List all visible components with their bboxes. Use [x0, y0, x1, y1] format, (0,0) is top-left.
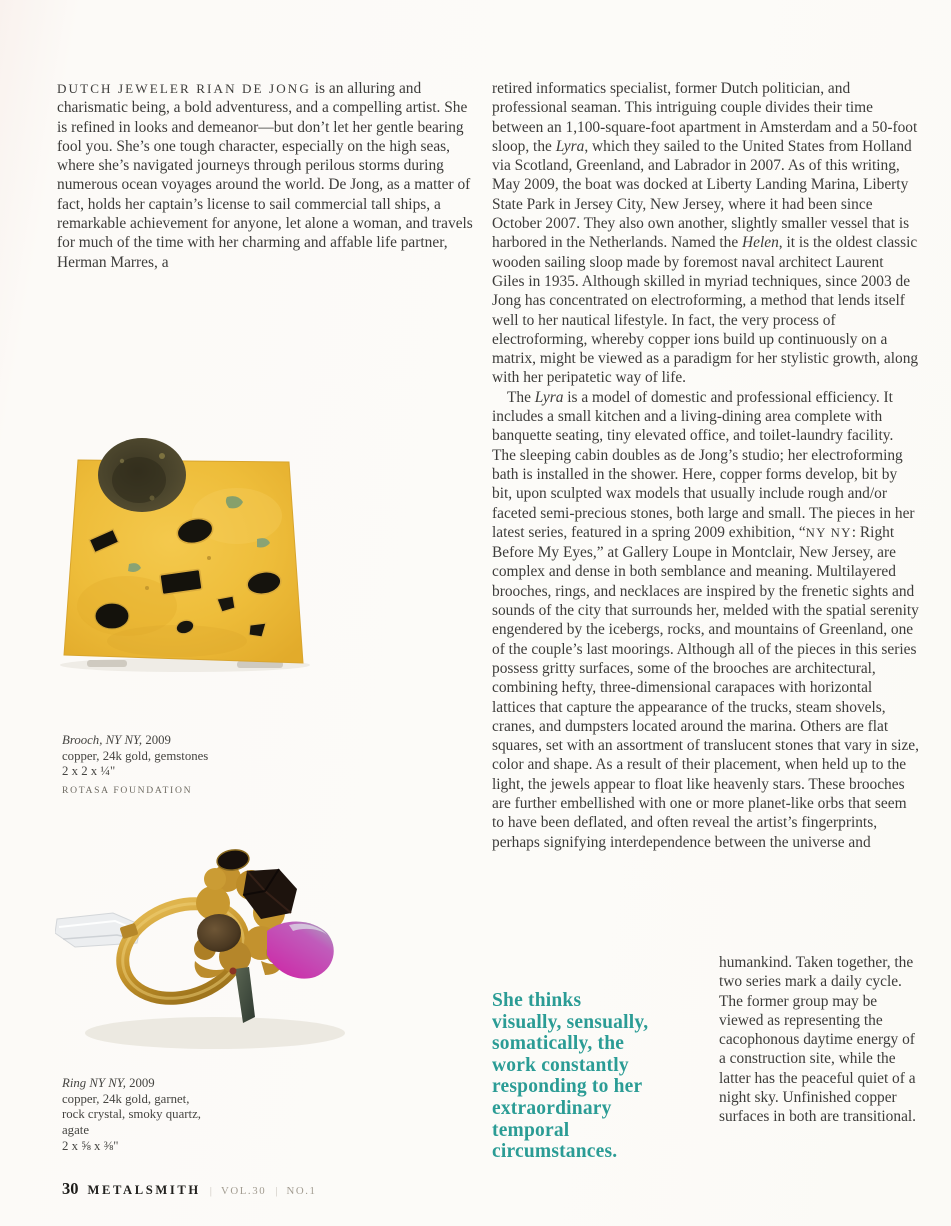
ring-title: Ring NY NY, — [62, 1076, 126, 1090]
ring-caption-title-line — [62, 1076, 201, 1092]
brooch-credit: ROTASA FOUNDATION — [62, 785, 193, 797]
brooch-illustration — [57, 406, 389, 708]
paragraph-2 — [492, 388, 919, 852]
ring-materials: agate — [62, 1123, 89, 1138]
pull-quote-line: She thinks — [492, 990, 582, 1011]
ring-materials: copper, 24k gold, garnet, — [62, 1091, 190, 1106]
brooch-dimensions: 2 x 2 x ¼" — [62, 764, 116, 779]
paragraph-1 — [492, 79, 919, 388]
boat-name-lyra: Lyra — [555, 137, 585, 155]
pull-quote-line: somatically, the — [492, 1033, 625, 1055]
continuation-text-column — [719, 953, 920, 1127]
exhibition-title-caps: NY NY — [805, 525, 852, 540]
pull-quote-line: work constantly — [492, 1054, 629, 1076]
ring-photo — [55, 833, 395, 1070]
magazine-name: METALSMITH — [87, 1183, 201, 1197]
opening-paragraph-text: is an alluring and charismatic being, a bold adventuress, and a compelling artist. She is refined in looks and demeanor—but don’t let her gentle bearing fool you. She’s one tough character, especially on the high seas, where she’s navigated journeys through perilous storms during numerous ocean voyages around the world. De Jong, as a matter of fact, holds her captain’s license to sail commercial tall ships, a remarkable achievement for anyone, let alone a woman, and travels for much of the time with her charming and affable life partner, Herman Marres, a — [57, 80, 473, 271]
right-text-column — [492, 79, 919, 852]
ring-year: 2009 — [125, 1076, 155, 1090]
brooch-photo — [57, 406, 389, 708]
pull-quote-line: extraordinary — [492, 1097, 612, 1119]
ring-dimensions: 2 x ⅝ x ⅜" — [62, 1138, 119, 1153]
footer-separator: | — [209, 1185, 212, 1197]
brooch-year: 2009 — [142, 733, 171, 747]
ring-materials: rock crystal, smoky quartz, — [62, 1107, 201, 1122]
brooch-materials: copper, 24k gold, gemstones — [62, 748, 209, 763]
page-footer — [62, 1179, 317, 1199]
volume-label: VOL.30 — [220, 1185, 267, 1197]
lead-in-caps: DUTCH JEWELER RIAN DE JONG — [57, 81, 311, 96]
brooch-caption-title-line — [62, 733, 208, 749]
boat-name-helen: Helen — [742, 234, 779, 252]
para2-text: : Right Before My Eyes,” at Gallery Loupe in Montclair, New Jersey, are complex and dense in both semblance and meaning. Multilayered brooches, rings, and necklaces are inspired by the frenetic sights and sounds of the city that surrounds her, melded with the spatial serenity engendered by the icebergs, rocks, and mountains of Greenland, one of the couple’s last moorings. Although all of the pieces in this series possess gritty surfaces, some of the brooches are architectural, combining hefty, three-dimensional carapaces with horizontal lattices that capture the appearance of the trucks, steam shovels, cranes, and dumpsters located around the marina. Others are flat squares, set with an assortment of translucent stones that vary in size, color and shape. As a result of their placement, when held up to the light, the jewels appear to float like heavenly stars. These brooches are further embellished with one or more planet-like orbs that seem to have been deflated, and often reveal the artist’s fingerprints, perhaps signifying interdependence between the universe and — [492, 523, 919, 851]
pull-quote-line: temporal — [492, 1119, 570, 1141]
article-opening-paragraph — [57, 79, 477, 272]
pull-quote-line: visually, sensually, — [492, 1011, 649, 1033]
para1-text: retired informatics specialist, former Dutch politician, and professional seaman. This intriguing couple divides their time between an 1,100-square-foot apartment in Amsterdam and a 50-foot sloop, the — [492, 80, 918, 155]
ring-shadow — [85, 1017, 345, 1049]
boat-name-lyra: Lyra — [534, 388, 564, 406]
red-speck — [230, 968, 237, 975]
ring-illustration — [55, 833, 395, 1070]
smoky-quartz-stick — [235, 967, 255, 1023]
ring-caption — [62, 1076, 201, 1155]
brooch-stone-round — [95, 603, 129, 629]
brooch-title: Brooch, NY NY, — [62, 733, 143, 747]
brooch-caption — [62, 733, 208, 799]
left-text-column — [57, 79, 477, 272]
para2-text: The — [507, 388, 535, 406]
para1-text: , which they sailed to the United States from Holland via Scotland, Greenland, and Labrador in 2007. As of this writing, May 2009, the boat was docked at Liberty Landing Marina, Liberty State Park in Jersey City, New Jersey, where it had been since October 2007. They also own another, slightly smaller vessel that is harbored in the Netherlands. Named the — [492, 137, 912, 252]
paragraph-2-continuation: humankind. Taken together, the two series mark a daily cycle. The former group may be viewed as representing the cacophonous daytime energy of a construction site, while the latter has the peaceful quiet of a night sky. Unfinished copper surfaces in both are transitional. — [719, 954, 917, 1126]
para2-text: is a model of domestic and professional efficiency. It includes a small kitchen and a living-dining area complete with banquette seating, tiny elevated office, and toilet-laundry facility. The sleeping cabin doubles as de Jong’s studio; her electroforming bath is installed in the shower. Here, copper forms develop, bit by bit, upon sculpted wax models that usually include rough and/or faceted semi-precious stones, both large and small. The pieces in her latest series, featured in a spring 2009 exhibition, “ — [492, 388, 915, 541]
pull-quote — [492, 990, 710, 1163]
brown-stone — [197, 914, 241, 952]
footer-separator: | — [275, 1185, 278, 1197]
page-number: 30 — [62, 1179, 79, 1198]
para1-text: , it is the oldest classic wooden sailing sloop made by foremost naval architect Laurent Giles in 1935. Although skilled in myriad techniques, since 2003 de Jong has concentrated on electroforming, a method that lends itself well to her nautical lifestyle. In fact, the very process of electroforming, whereby copper ions build up continuously on a matrix, might be viewed as a paradigm for her stylistic growth, along with her peripatetic way of life. — [492, 234, 919, 387]
pull-quote-line: circumstances. — [492, 1141, 618, 1163]
pull-quote-line: responding to her — [492, 1076, 643, 1098]
issue-label: NO.1 — [286, 1185, 317, 1197]
